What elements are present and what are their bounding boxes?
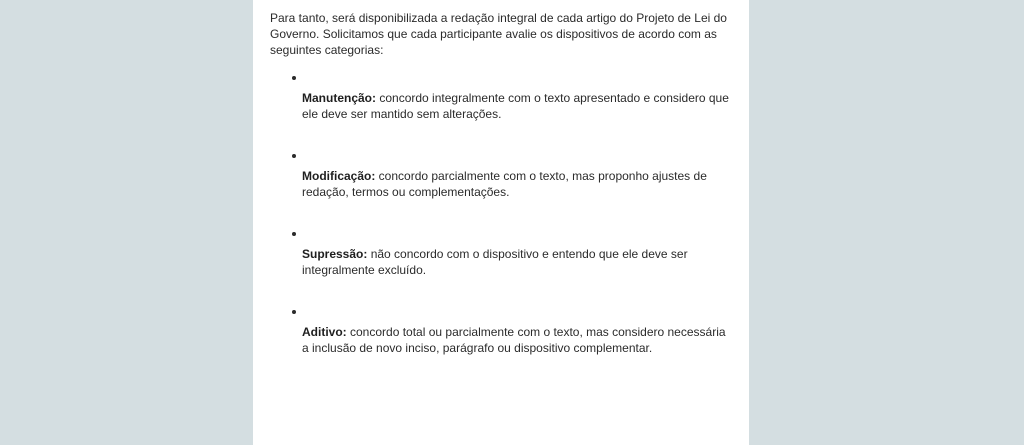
list-item xyxy=(270,246,730,278)
document-content xyxy=(270,10,730,356)
list-item xyxy=(270,90,730,122)
bullet-icon xyxy=(292,154,296,158)
category-title: Modificação: xyxy=(302,169,376,183)
bullet-icon xyxy=(292,76,296,80)
category-text xyxy=(302,168,730,200)
category-text xyxy=(302,246,730,278)
category-list xyxy=(270,90,730,356)
category-text xyxy=(302,324,730,356)
category-description: concordo total ou parcialmente com o texto, mas considero necessária a inclusão de novo inciso, parágrafo ou dispositivo complementar. xyxy=(302,325,726,355)
bullet-icon xyxy=(292,232,296,236)
category-description: não concordo com o dispositivo e entendo que ele deve ser integralmente excluído. xyxy=(302,247,688,277)
category-title: Aditivo: xyxy=(302,325,347,339)
category-text xyxy=(302,90,730,122)
intro-paragraph: Para tanto, será disponibilizada a redação integral de cada artigo do Projeto de Lei do Governo. Solicitamos que cada participante avalie os dispositivos de acordo com as seguintes categorias: xyxy=(270,11,727,57)
list-item xyxy=(270,168,730,200)
list-item xyxy=(270,324,730,356)
category-description: concordo integralmente com o texto apresentado e considero que ele deve ser mantido sem alterações. xyxy=(302,91,729,121)
category-description: concordo parcialmente com o texto, mas proponho ajustes de redação, termos ou complementações. xyxy=(302,169,707,199)
category-title: Supressão: xyxy=(302,247,368,261)
document-page xyxy=(253,0,749,445)
bullet-icon xyxy=(292,310,296,314)
category-title: Manutenção: xyxy=(302,91,377,105)
